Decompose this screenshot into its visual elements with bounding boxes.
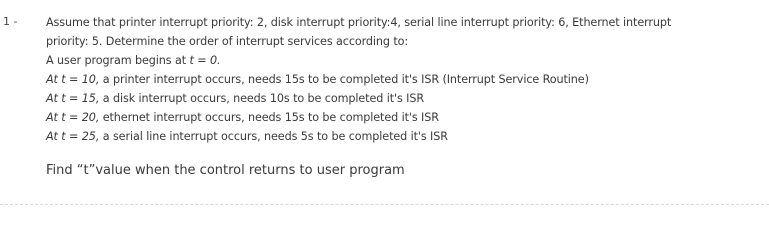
event-line	[46, 70, 764, 89]
event-text: a serial line interrupt occurs, needs 5s to be completed it's ISR	[99, 130, 448, 143]
start-line	[46, 51, 764, 70]
start-lead: A user program begins at	[46, 54, 186, 67]
event-time: 15,	[81, 92, 100, 105]
intro-line-2: priority: 5. Determine the order of interrupt services according to:	[46, 35, 409, 48]
question-ask: Find “t”value when the control returns to user program	[46, 163, 405, 178]
event-line	[46, 108, 764, 127]
event-text: a disk interrupt occurs, needs 10s to be completed it's ISR	[99, 92, 425, 105]
question-body	[46, 13, 764, 146]
event-text: ethernet interrupt occurs, needs 15s to be completed it's ISR	[99, 111, 439, 124]
event-lead: At t =	[46, 111, 82, 124]
event-lead: At t =	[46, 130, 82, 143]
event-line	[46, 127, 764, 146]
intro-line-1: Assume that printer interrupt priority: 2, disk interrupt priority:4, serial line interrupt priority: 6, Ethernet interrupt	[46, 16, 672, 29]
start-value: t = 0.	[189, 54, 221, 67]
bottom-divider	[0, 204, 769, 205]
event-time: 10,	[81, 73, 100, 86]
event-time: 20,	[81, 111, 100, 124]
question-number: 1 -	[3, 15, 18, 28]
event-line	[46, 89, 764, 108]
event-text: a printer interrupt occurs, needs 15s to be completed it's ISR (Interrupt Service Routine)	[99, 73, 589, 86]
event-lead: At t =	[46, 92, 82, 105]
event-time: 25,	[81, 130, 100, 143]
event-lead: At t =	[46, 73, 82, 86]
